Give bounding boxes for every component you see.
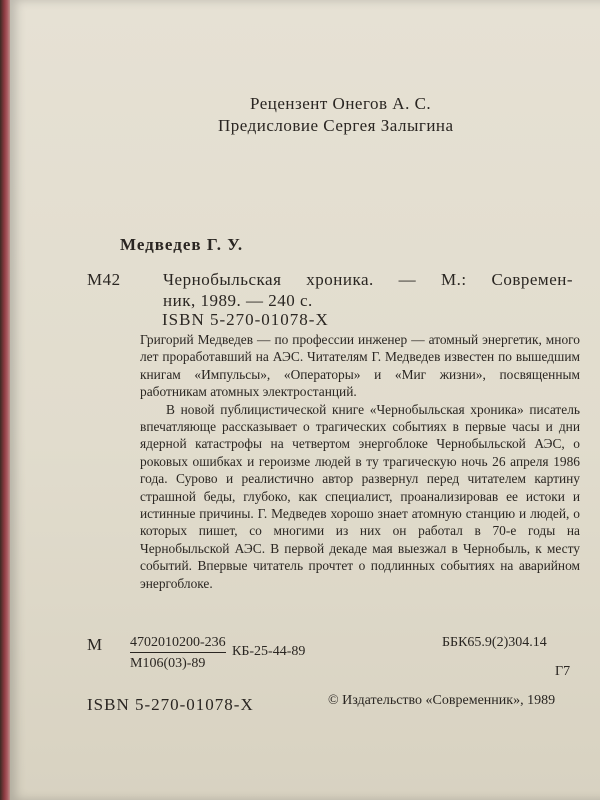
g7-code: Г7 xyxy=(555,664,571,679)
bbk-code: ББК65.9(2)304.14 xyxy=(442,635,547,650)
footer-m: М xyxy=(87,635,103,654)
reviewer-line: Рецензент Онегов А. С. xyxy=(250,94,432,113)
foreword-line: Предисловие Сергея Залыгина xyxy=(218,116,454,135)
catalog-imprint-line: ник, 1989. — 240 с. xyxy=(163,291,313,310)
book-page xyxy=(10,0,600,800)
annotation-paragraph-2: В новой публицистической книге «Чернобыльская хроника» писатель впечатляюще рассказывает о трагических событиях в первые часы и дни ядерной катастрофы на четвертом энергоблоке Чернобыльской АЭС, о роковых ошибках и героизме людей в ту трагическую ночь 26 апреля 1986 года. Сурово и реалистично автор развернул перед читателем картину страшной беды, глубоко, как специалист, проанализировав ее истоки и истинные причины. Г. Медведев хорошо знает атомную станцию и людей, о которых пишет, со многими из них он работал в 70-е годы на Чернобыльской АЭС. В первой декаде мая выезжал в Чернобыль, к месту событий. Впервые читатель прочтет о подлинных событиях на аварийном энергоблоке. xyxy=(140,401,580,591)
footer-isbn: ISBN 5-270-01078-Х xyxy=(87,695,254,714)
catalog-code: М42 xyxy=(87,270,121,289)
kb-code: КБ-25-44-89 xyxy=(232,644,306,659)
bleed-through-text xyxy=(315,683,375,743)
annotation-paragraph-1: Григорий Медведев — по профессии инженер — атомный энергетик, много лет проработавший на АЭС. Читателям Г. Медведев известен по вышедшим книгам «Импульсы», «Операторы» и «Миг жизни», посвященным работникам атомных электростанций. xyxy=(140,332,580,400)
author-heading: Медведев Г. У. xyxy=(120,235,244,254)
fraction-bottom: М106(03)-89 xyxy=(130,656,206,671)
catalog-isbn: ISBN 5-270-01078-Х xyxy=(162,310,329,329)
annotation xyxy=(140,331,580,592)
catalog-title-line: Чернобыльская хроника. — М.: Современ- xyxy=(163,270,573,289)
fraction-top: 4702010200-236 xyxy=(130,635,226,653)
copyright-line: © Издательство «Современник», 1989 xyxy=(328,693,556,708)
